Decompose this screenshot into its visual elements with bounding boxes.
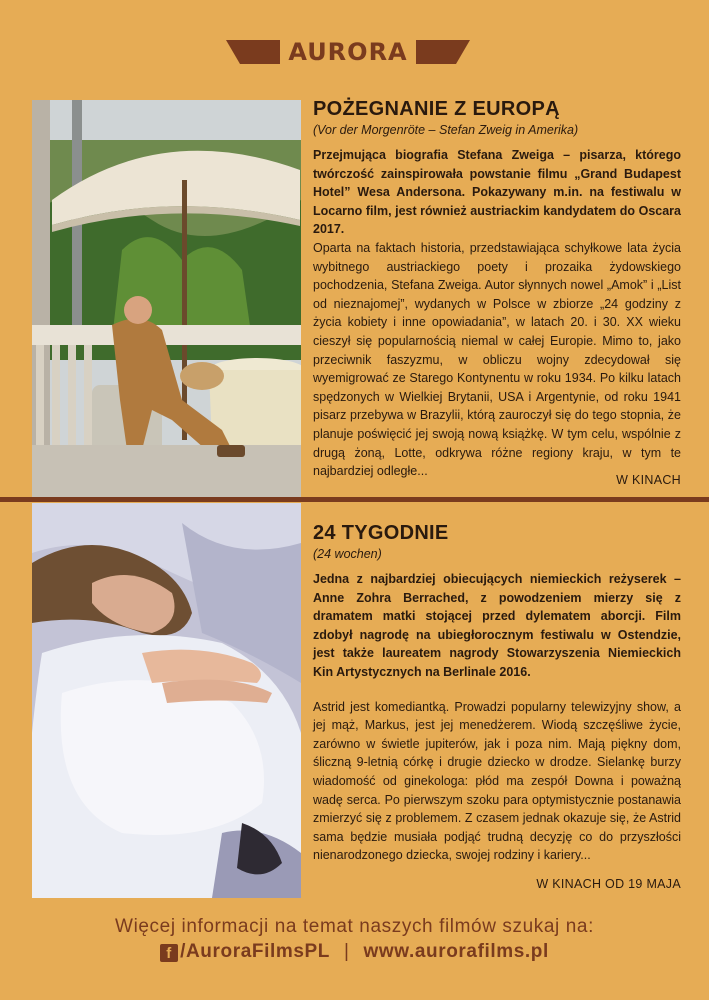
- film1-lead-paragraph: Przejmująca biografia Stefana Zweiga – pisarza, którego twórczość zainspirowała powstanie filmu „Grand Budapest Hotel” Wesa Andersona. Pokazywany m.in. na festiwalu w Locarno film, jest również austriackim kandydatem do Oscara 2017.: [313, 148, 681, 237]
- footer-links: [0, 941, 709, 963]
- film1-section: [313, 97, 681, 481]
- more-info-text: Więcej informacji na temat naszych filmów szukaj na:: [115, 916, 594, 937]
- film2-title: 24 TYGODNIE: [313, 522, 449, 544]
- film2-body-paragraph: Astrid jest komediantką. Prowadzi popularny telewizyjny show, a jej mąż, Markus, jest jej menedżerem. Wiodą szczęśliwe życie, zarówno w świetle jupiterów, jak i poza nim. Mają piękny dom, śliczną 9-letnią córkę i drugie dziecko w drodze. Sielankę burzy wiadomość od ginekologa: płód ma zespół Downa i poważną wadę serca. Po pierwszym szoku para optymistycznie postanawia zmierzyć się z problemem. Z czasem jednak okazuje się, że Astrid sama będzie musiała podjąć trudną decyzję co do przyszłości nienarodzonego dziecka, swojej rodziny i kariery...: [313, 699, 681, 863]
- film1-original-title: (Vor der Morgenröte – Stefan Zweig in Amerika): [313, 123, 579, 137]
- footer-separator: |: [343, 941, 350, 962]
- logo-text: AURORA: [288, 38, 408, 66]
- film2-original-title: (24 wochen): [313, 547, 382, 561]
- section-divider: [0, 497, 709, 502]
- website-link[interactable]: www.aurorafilms.pl: [363, 941, 549, 962]
- aurora-logo: [226, 38, 470, 66]
- film1-body-paragraph: Oparta na faktach historia, przedstawiająca schyłkowe lata życia wybitnego austriackiego poety i prozaika żydowskiego pochodzenia, Stefana Zweiga. Autor słynnych nowel „Amok” i „List od nieznajomej”, wydanych w Polsce w zbiorze „24 godziny z życia kobiety i inne opowiadania”, w latach 20. i 30. XX wieku cieszył się popularnością niemal w całej Europie. Mimo to, jako przeciwnik faszyzmu, w obliczu wojny zdecydował się wyemigrować ze Starego Kontynentu w roku 1934. Po kilku latach spędzonych w Wielkiej Brytanii, USA i Argentynie, od roku 1941 pisarz przebywa w Brazylii, którą zauroczył się do tego stopnia, że planuje poświęcić jej swoją nową książkę. W tym celu, wspólnie z drugą żoną, Lotte, odkrywa różne regiony kraju, w tym te najbardziej odległe...: [313, 240, 681, 479]
- film1-release-info: W KINACH: [616, 473, 681, 487]
- film1-still-photo: [32, 100, 301, 497]
- facebook-link[interactable]: /AuroraFilmsPL: [180, 941, 330, 962]
- film2-release-info: W KINACH OD 19 MAJA: [536, 877, 681, 891]
- logo-wing-right: [416, 40, 470, 64]
- film2-section: [313, 521, 681, 865]
- facebook-icon: f: [160, 944, 178, 962]
- film2-lead-paragraph: Jedna z najbardziej obiecujących niemieckich reżyserek – Anne Zohra Berrached, z powodzeniem mierzy się z dramatem matki stojącej przed dylematem aborcji. Film zdobył nagrodę na ubiegłorocznym festiwalu w Ostendzie, jest także laureatem nagrody Stowarzyszenia Niemieckich Kin Artystycznych na Berlinale 2016.: [313, 572, 681, 679]
- film2-still-photo: [32, 503, 301, 898]
- film1-title: POŻEGNANIE Z EUROPĄ: [313, 98, 560, 120]
- logo-wing-left: [226, 40, 280, 64]
